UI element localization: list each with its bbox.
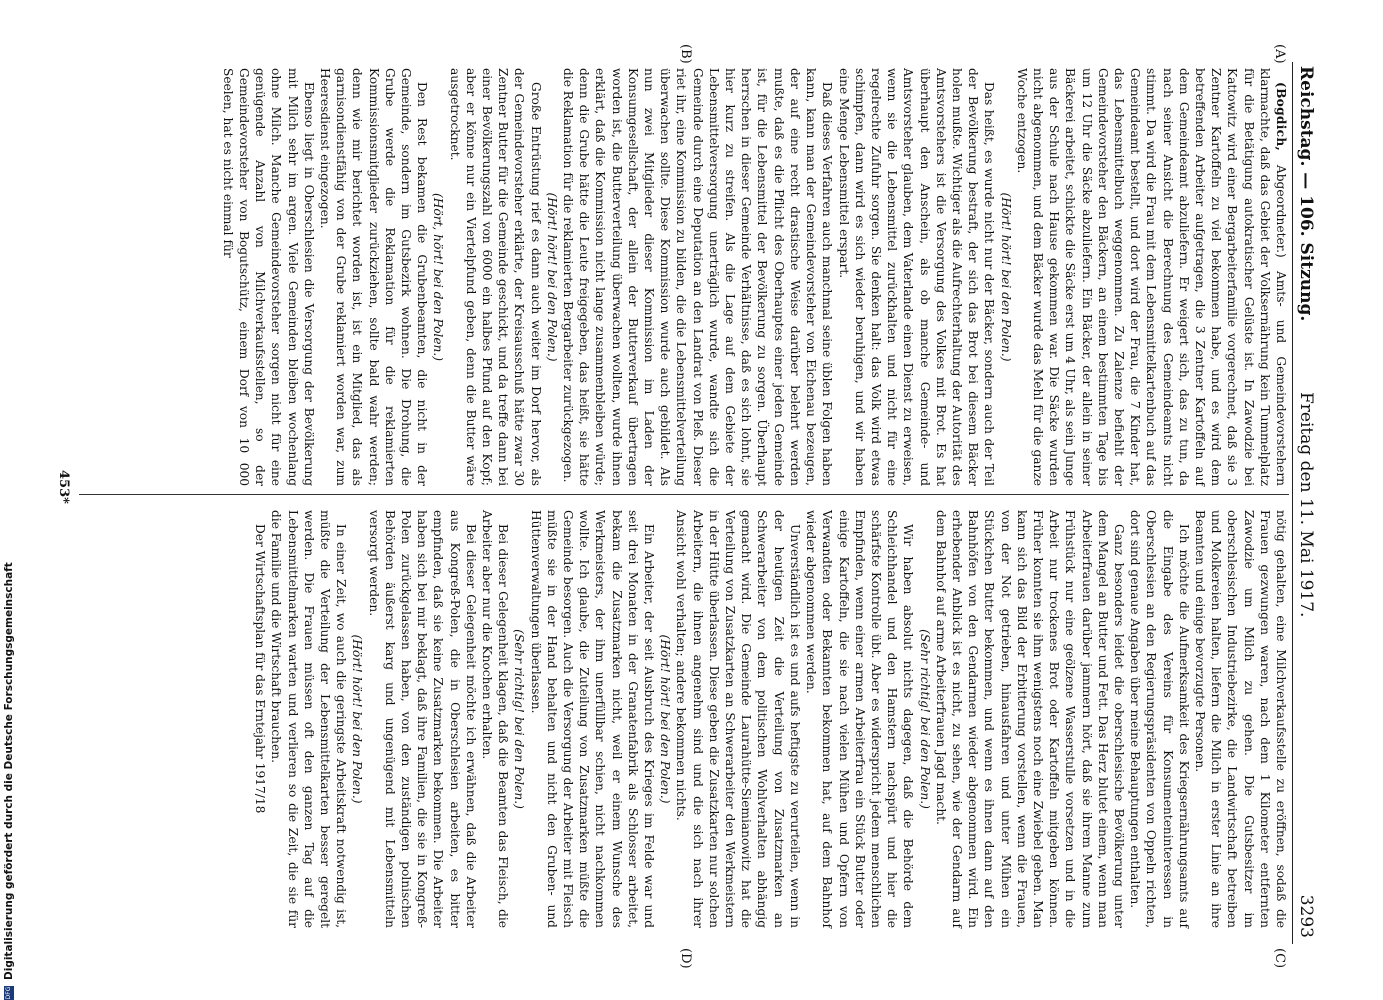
paragraph [252, 510, 268, 928]
paragraph-text: Daß dieses Verfahren auch manchmal seine üblen Folgen haben kann, kann man der Gemeindevorsteher von Eichenau bezeugen, der auf eine recht drastische Weise darüber belehrt werden mußte, daß es die Pflicht des Oberhauptes einer jeden Gemeinde ist, für die Lebensmittel der Bevölkerung zu sorgen. Überhaupt herrschen in dieser Gemeinde Verhältnisse, daß es sich lohnt, sie hier kurz zu streifen. Als die Lage auf dem Gebiete der Lebensmittelversorgung unerträglich wurde, wandte sich die Gemeinde durch eine Deputation an den Landrat von Pleß. Dieser riet ihr, eine Kommission zu bilden, die die Lebensmittelverteilung überwachen sollte. Diese Kommission wurde auch gebildet. Als nun zwei Mitglieder dieser Kommission im Laden der Konsumgesellschaft, der allein der Butterverkauf übertragen worden ist, die Butterverteilung überwachen wollten, wurde ihnen erklärt, daß die Kommission nicht lange zusammenbleiben würde; denn die Grube hätte die Leute freigegeben, das heißt, sie hätte die Reklamation für die reklamierten Bergarbeiter zurückgezogen. [561, 68, 835, 486]
paragraph [933, 510, 1127, 928]
footer-page-number: 453* [56, 470, 71, 504]
margin-marker-d: (D) [678, 948, 693, 969]
paragraph-text: Bei dieser Gelegenheit klagen, daß die Beamten das Fleisch, die Arbeiter aber nur die Knochen erhalten. [480, 510, 511, 928]
header-page-number: 3293 [1296, 894, 1316, 938]
paragraph [1127, 510, 1192, 928]
paragraph-text: Ein Arbeiter, der seit Ausbruch des Krieges im Felde war und seit drei Monaten in der Granatenfabrik als Schlosser arbeitet, bekam die Zusatzmarken nicht, weil er einem Wunsche des Werkmeisters, der ihm unerfüllbar schien, nicht nachkommen wollte. Ich glaube, die Zuteilung von Zusatzmarken müßte die Gemeinde besorgen. Auch die Versorgung der Arbeiter mit Fleisch müßte sie in der Hand behalten und nicht den Gruben- und Hüttenverwaltungen überlassen. [528, 510, 657, 928]
interjection: (Sehr richtig! bei den Polen.) [512, 629, 527, 809]
paragraph-text: Das heißt, es wurde nicht nur der Bäcker, sondern auch der Teil der Bevölkerung bestraft, der sich das Brot bei diesem Bäcker holen mußte. Wichtiger als die Aufrechterhaltung der Autorität des Amtsvorstehers ist die Versorgung des Volkes mit Brot. Es hat überhaupt den Anschein, als ob manche Gemeinde- und Amtsvorsteher glauben, dem Vaterlande einen Dienst zu erweisen, wenn sie die Lebensmittel zurückhalten und nicht für eine regelrechte Zufuhr sorgen. Sie denken halt: das Volk wird etwas schimpfen, dann wird es sich wieder beruhigen, und wir haben eine Menge Lebensmittel erspart. [836, 68, 997, 486]
margin-marker-c: (C) [1272, 948, 1287, 969]
paragraph-text: nötig gehalten, eine Milchverkaufsstelle zu eröffnen, sodaß die Frauen gezwungen waren, nach dem 1 Kilometer entfernten Zawodzie um Milch zu gehen. Die Gutsbesitzer im oberschlesischen Industriebezirke, die Landwirtschaft betreiben und Molkereien halten, liefern die Milch in erster Linie an ihre Beamten und einige bevorzugte Personen. [1192, 510, 1288, 928]
sidebar-rotated [2, 0, 30, 1000]
margin-marker-a: (A) [1272, 44, 1287, 64]
dfg-logo-icon: DFG [5, 986, 12, 1000]
paragraph-text: Große Entrüstung rief es dann auch weiter im Dorf hervor, als der Gemeindevorsteher erklärte, der Kreisausschuß hätte zwar 30 Zentner Butter für die Gemeinde geschickt, und da treffe dann bei einer Bevölkerungszahl von 6000 ein halbes Pfund auf den Kopf; aber er könne nur ein Viertelpfund geben, denn die Butter wäre ausgetrocknet. [447, 68, 543, 486]
paragraph-text: Ich möchte die Aufmerksamkeit des Kriegsernährungsamts auf die Eingabe des Vereins für Konsumenteninteressen in Oberschlesien an den Regierungspräsidenten von Oppeln richten, dort sind genaue Angaben über meine Behauptungen enthalten. [1128, 510, 1191, 928]
paragraph-text: Den Rest bekamen die Grubenbeamten, die nicht in der Gemeinde, sondern im Gutsbezirk wohnen. Die Drohung, die Grube werde die Reklamation für die reklamierten Kommissionsmitglieder zurückziehen, sollte bald wahr werden; denn wie mir berichtet worden ist, ist ein Mitglied, das als garnisondienstfähig von der Grube reklamiert worden war, zum Heeresdienst eingezogen. [318, 68, 430, 486]
paragraph [220, 68, 317, 486]
interjection: (Hört! hört! bei den Polen.) [998, 192, 1013, 362]
column-divider [79, 494, 1289, 495]
paragraph [365, 510, 478, 928]
speaker-name: (Bogdich, [1274, 82, 1288, 165]
right-text-column [69, 510, 1289, 928]
left-text-column [69, 68, 1289, 486]
paragraph [1192, 510, 1289, 928]
paragraph-text: Der Wirtschaftsplan für das Erntejahr 1917/18 [253, 524, 268, 814]
paragraph-text: Ganz besonders leidet die oberschlesische Bevölkerung unter dem Mangel an Butter und Fett. Das Herz blutet einem, wenn man Arbeiterfrauen darüber jammern hört, daß sie ihrem Manne zum Frühstück nur eine geölzene Wasserstulle vorsetzen und in die Arbeit nur trockenes Brot oder Kartoffeln mitgeben können. Früher konnten sie ihm wenigstens noch eine Zwiebel geben. Man kann sich das Bild der Erbitterung vorstellen, wenn die Frauen, von der Not getrieben, hinausfahren und unter Mühen ein Stückchen Butter bekommen, und wenn es ihnen dann auf den Bahnhöfen von den Gendarmen wieder abgenommen wird. Ein erhebender Anblick ist es nicht, zu sehen, wie der Gendarm auf dem Bahnhof auf arme Arbeiterfrauen Jagd macht. [933, 510, 1126, 928]
paragraph-text: Amts- und Gemeindevorstehern klarmachte, daß das Gebiet der Volksernährung kein Tummelplatz für die Betätigung autokratischer Gelüste ist. In Zawodzie bei Kattowitz wird einer Bergarbeiterfamilie vorgerechnet, daß sie 3 Zentner Kartoffeln zu viel bekommen habe, und es wird dem betreffenden Arbeiter aufgetragen, die 3 Zentner Kartoffeln auf dem Gemeindeamt abzuliefern. Er weigert sich, das zu tun, da nach seiner Ansicht die Berechnung des Gemeindeamts nicht stimmt. Da wird die Frau mit dem Lebensmittelkartenbuch auf das Gemeindeamt bestellt, und dort wird der Frau, die 7 Kinder hat, das Lebensmittelbuch weggenommen. Zu Zalenze befiehlt der Gemeindevorsteher den Bäckern, an einem bestimmten Tage bis um 12 Uhr die Säcke abzuliefern. Ein Bäcker, der allein in seiner Bäckerei arbeitet, schickte die Säcke erst um 4 Uhr, als sein Junge aus der Schule nach Hause gekommen war. Die Säcke wurden nicht abgenommen, und dem Bäcker wurde das Mehl für die ganze Woche entzogen. [1014, 68, 1288, 487]
page-header [1292, 62, 1317, 944]
paragraph [560, 68, 835, 486]
paragraph [317, 68, 430, 486]
paragraph [1014, 68, 1289, 486]
sidebar-strip [0, 0, 30, 1000]
paragraph-text: Wir haben absolut nichts dagegen, daß die Behörde dem Schleichhandel und den Hamstern nachspürt und hier die schärfste Kontrolle übt. Aber es widerspricht jedem menschlichen Empfinden, wenn einer armen Arbeiterfrau ein Stück Butter oder einige Kartoffeln, die sie nach vielen Mühen und Opfern von Verwandten oder Bekannten bekommen hat, auf dem Bahnhof wieder abgenommen werden. [804, 510, 916, 928]
interjection: (Hört! hört! bei den Polen.) [544, 192, 559, 362]
paragraph [527, 510, 657, 928]
interjection: (Hört! hört! bei den Polen.) [658, 634, 673, 804]
paragraph [673, 510, 803, 928]
paragraph-text: In einer Zeit, wo auch die geringste Arbeitskraft notwendig ist, müßte die Verteilung der Lebensmittelkarten besser geregelt werden. Die Frauen müssen oft den ganzen Tag auf die Lebensmittelmarken warten und verlieren so die Zeit, die sie für die Familie und die Wirtschaft brauchen. [269, 510, 349, 928]
header-session: Reichstag. — 106. Sitzung. [1296, 66, 1316, 322]
paragraph [268, 510, 349, 928]
paragraph [446, 68, 543, 486]
paragraph [803, 510, 916, 928]
interjection: (Hört! hört! bei den Polen.) [350, 634, 365, 804]
interjection: (Hört, hört! bei den Polen.) [431, 192, 446, 362]
digitization-note: Digitalisierung gefördert durch die Deutsche Forschungsgemeinschaft [3, 562, 15, 980]
paragraph [835, 68, 997, 486]
paragraph-text: Ebenso liegt in Oberschlesien die Versorgung der Bevölkerung mit Milch sehr im argen. Viele Gemeinden bleiben wochenlang ohne Milch. Manche Gemeindevorsteher sorgen nicht für eine genügende Anzahl von Milchverkaufsstellen, so der Gemeindevorsteher von Bogutschütz, einem Dorf von 10 000 Seelen, hat es nicht einmal für [220, 68, 316, 486]
paragraph [479, 510, 511, 928]
paragraph-text: Unverständlich ist es und aufs heftigste zu verurteilen, wenn in der heutigen Zeit die Verteilung von Zusatzmarken an Schwerarbeiter von dem politischen Wohlverhalten abhängig gemacht wird. Die Gemeinde Laurahütte-Siemianowitz hat die Verteilung von Zusatzkarten an Schwerarbeiter den Werkmeistern in der Hütte überlassen. Diese geben die Zusatzkarten nur solchen Arbeitern, die ihnen angenehm sind und die sich nach ihrer Ansicht wohl verhalten; andere bekommen nichts. [674, 510, 802, 928]
header-date: Freitag den 11. Mai 1917. [1296, 392, 1316, 618]
margin-marker-b: (B) [678, 44, 693, 64]
speaker-note: Abgeordneter.) [1274, 164, 1288, 271]
paragraph-text: Bei dieser Gelegenheit möchte ich erwähnen, daß die Arbeiter aus Kongreß-Polen, die in Oberschlesien arbeiten, es bitter empfinden, daß sie keine Zusatzmarken bekommen. Die Arbeiter haben sich bei mir beklagt, daß ihre Familien, die sie in Kongreß-Polen zurückgelassen haben, von den zuständigen polnischen Behörden äußerst karg und ungenügend mit Lebensmitteln versorgt werden. [366, 510, 478, 928]
interjection: (Sehr richtig! bei den Polen.) [917, 629, 932, 809]
